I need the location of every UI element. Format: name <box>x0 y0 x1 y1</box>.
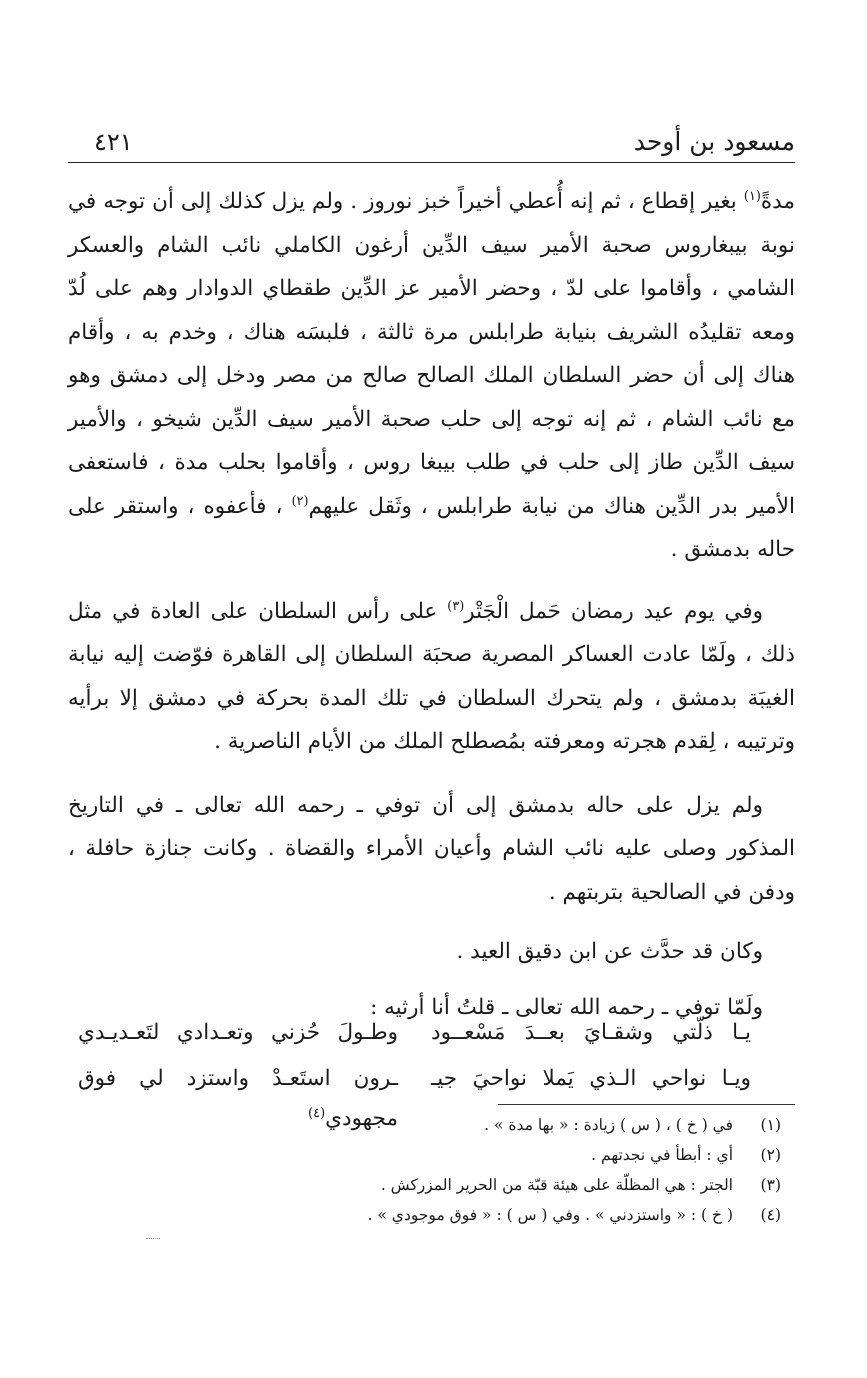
footnote-number: (٣) <box>760 1176 781 1194</box>
footnote-rule <box>498 1104 795 1105</box>
footnotes <box>68 1110 795 1230</box>
footnote-text: الجتر : هي المظلّة على هيئة قبّة من الحرير المزركش . <box>380 1176 733 1194</box>
footnote-text: أي : أبطأ في نجدتهم . <box>591 1146 733 1164</box>
verse-1-second-hemistich: وطـولَ حُزني وتعـدادي لتَعـديـدي <box>78 1020 398 1045</box>
page-header <box>68 126 795 158</box>
paragraph-4: وكان قد حدَّث عن ابن دقيق العيد . <box>456 939 763 964</box>
footnote-number: (١) <box>760 1116 781 1134</box>
paragraph-2-start: وفي يوم عيد رمضان حَمل الْجَتْر <box>464 598 763 624</box>
footnote-number: (٤) <box>760 1206 781 1224</box>
footnote-marker-2[interactable]: (٢) <box>291 493 309 509</box>
paragraph-3: ولم يزل على حاله بدمشق إلى أن توفي ـ رحمه الله تعالى ـ في التاريخ المذكور وصلى عليه نائب الشام وأعيان الأمراء والقضاة . وكانت جنازة حافلة ، ودفن في الصالحية بتربتهم . <box>68 792 795 905</box>
footnote-2 <box>68 1140 795 1170</box>
paragraph-2 <box>68 590 795 764</box>
paragraph-5: ولَمّا توفي ـ رحمه الله تعالى ـ قلتُ أنا أرثيه : <box>370 994 763 1020</box>
verse-2-first-hemistich: ويـا نواحي الـذي يَملا نواحيَ جيـ <box>431 1066 751 1091</box>
footnote-number: (٢) <box>760 1146 781 1164</box>
paragraph-1-end: ، فأعفوه ، واستقر على حاله بدمشق . <box>68 493 795 562</box>
footnote-marker-3[interactable]: (٣) <box>447 598 465 614</box>
footnote-text: في ( خ ) ، ( س ) زيادة : « بها مدة » . <box>484 1116 733 1134</box>
paragraph-1 <box>68 180 795 572</box>
footnote-text: ( خ ) : « واستزدني » . وفي ( س ) : « فوق موجودي » . <box>367 1206 733 1224</box>
header-rule <box>68 162 795 163</box>
footnote-3 <box>68 1170 795 1200</box>
page-number: ٤٢١ <box>94 128 133 156</box>
running-title: مسعود بن أوحد <box>633 127 795 156</box>
paragraph-2-end: على رأس السلطان على العادة في مثل ذلك ، ولَمّا عادت العساكر المصرية صحبَة السلطان إلى القاهرة فوّضت إليه نيابة الغيبَة بدمشق ، ولم يتحرك السلطان في تلك المدة بحركة في دمشق إلا برأيه وترتيبه ، لِقدم هجرته ومعرفته بمُصطلح الملك من الأيام الناصرية . <box>68 598 795 754</box>
paragraph-1-start: مدةً <box>760 189 795 214</box>
verse-2-second-text: ـرون استَعـدْ واستزد لي فوق مجهودي <box>78 1066 398 1131</box>
footnote-1 <box>68 1110 795 1140</box>
paragraph-1-middle: بغير إقطاع ، ثم إنه أُعطي أخيراً خبز نوروز . ولم يزل كذلك إلى أن توجه في نوبة بيبغاروس صحبة الأمير سيف الدِّين أرغون الكاملي نائب الشام والعسكر الشامي ، وأقاموا على لدّ ، وحضر الأمير عز الدِّين طقطاي الدوادار وهم على لُدّ ومعه تقليدُه الشريف بنيابة طرابلس مرة ثالثة ، فلبسَه هناك ، وخدم به ، وأقام هناك إلى أن حضر السلطان الملك الصالح صالح من مصر ودخل إلى دمشق وهو مع نائب الشام ، ثم إنه توجه إلى حلب صحبة الأمير سيف الدِّين شيخو ، والأمير سيف الدِّين طاز إلى حلب في طلب بيبغا روس ، وأقاموا بحلب مدة ، فاستعفى الأمير بدر الدِّين هناك من نيابة طرابلس ، وثَقل عليهم <box>68 189 795 519</box>
footnote-marker-4[interactable]: (٤) <box>308 1105 326 1121</box>
footnote-4 <box>68 1200 795 1230</box>
footnote-marker-1[interactable]: (١) <box>743 188 761 204</box>
main-text <box>68 180 795 1029</box>
scan-speck <box>146 1238 160 1243</box>
poem-verse-1 <box>68 1013 795 1059</box>
verse-1-first-hemistich: يـا ذلّتي وشقـايَ بعــدَ مَسْعــود <box>431 1020 751 1045</box>
